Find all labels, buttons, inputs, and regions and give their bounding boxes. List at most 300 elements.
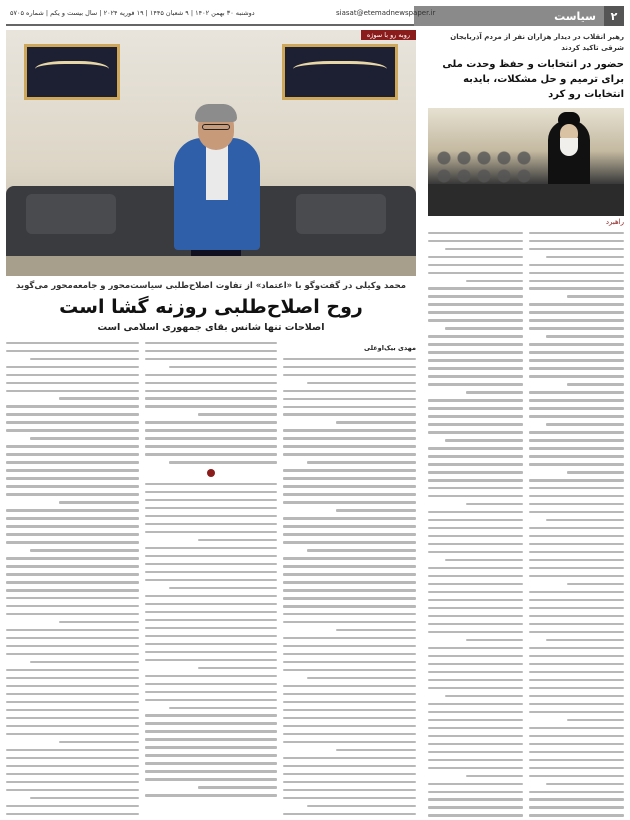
main-kicker: محمد وکیلی در گفت‌وگو با «اعتماد» از تفاوت اصلاح‌طلبی سیاست‌محور و جامعه‌محور می‌گوید: [16, 281, 406, 291]
text-line: [466, 639, 523, 641]
text-line: [529, 439, 624, 441]
text-line: [428, 343, 523, 345]
text-line: [145, 563, 278, 565]
text-line: [428, 711, 523, 713]
text-line: [6, 733, 139, 735]
text-line: [283, 525, 416, 527]
text-line: [529, 351, 624, 353]
text-line: [428, 663, 523, 665]
text-line: [428, 471, 523, 473]
text-line: [59, 397, 139, 399]
text-line: [283, 789, 416, 791]
sofa-cushion-shape: [26, 194, 116, 234]
text-line: [529, 751, 624, 753]
text-line: [6, 765, 139, 767]
text-line: [428, 798, 523, 800]
text-line: [428, 351, 523, 353]
text-line: [428, 423, 523, 425]
text-line: [283, 661, 416, 663]
text-line: [529, 775, 624, 777]
text-line: [283, 693, 416, 695]
text-line: [30, 661, 139, 663]
text-line: [6, 629, 139, 631]
text-line: [283, 725, 416, 727]
text-line: [283, 685, 416, 687]
text-line: [6, 382, 139, 384]
text-line: [145, 515, 278, 517]
text-line: [428, 703, 523, 705]
text-line: [145, 643, 278, 645]
text-line: [529, 240, 624, 242]
text-line: [428, 383, 523, 385]
right-story-columns: [428, 226, 624, 820]
text-line: [428, 623, 523, 625]
text-line: [529, 671, 624, 673]
text-line: [6, 374, 139, 376]
text-line: [428, 463, 523, 465]
text-line: [145, 547, 278, 549]
text-line: [428, 256, 523, 258]
text-line: [428, 735, 523, 737]
text-line: [529, 695, 624, 697]
beard-shape: [560, 138, 578, 156]
text-line: [6, 773, 139, 775]
text-line: [6, 781, 139, 783]
text-line: [283, 557, 416, 559]
text-line: [529, 711, 624, 713]
text-line: [529, 487, 624, 489]
main-subtitle: اصلاحات تنها شانس بقای جمهوری اسلامی است: [97, 322, 325, 333]
text-line: [529, 303, 624, 305]
text-line: [428, 687, 523, 689]
text-line: [428, 240, 523, 242]
text-line: [529, 511, 624, 513]
text-line: [145, 619, 278, 621]
text-line: [529, 814, 624, 816]
text-line: [529, 791, 624, 793]
text-line: [307, 549, 416, 551]
text-line: [145, 722, 278, 724]
text-line: [6, 533, 139, 535]
text-line: [529, 663, 624, 665]
text-line: [546, 639, 624, 641]
text-line: [428, 543, 523, 545]
text-line: [529, 455, 624, 457]
right-story-headline: حضور در انتخابات و حفظ وحدت ملی برای ترمیم و حل مشکلات، بایدبه انتخابات رو کرد: [442, 59, 624, 100]
text-line: [283, 645, 416, 647]
text-line: [6, 605, 139, 607]
text-line: [283, 773, 416, 775]
desk-shape: [428, 184, 624, 216]
main-col-1: [283, 336, 416, 820]
text-line: [428, 591, 523, 593]
text-line: [428, 743, 523, 745]
text-line: [529, 375, 624, 377]
text-line: [6, 717, 139, 719]
text-line: [428, 615, 523, 617]
text-line: [145, 778, 278, 780]
text-line: [145, 595, 278, 597]
right-story-kicker: راهبرد: [605, 218, 624, 226]
calligraphy-frame-right: [282, 44, 398, 100]
text-line: [428, 311, 523, 313]
text-line: [59, 621, 139, 623]
text-line: [529, 311, 624, 313]
text-line: [567, 295, 624, 297]
text-line: [145, 397, 278, 399]
text-line: [428, 399, 523, 401]
text-line: [6, 677, 139, 679]
text-line: [529, 527, 624, 529]
text-line: [428, 319, 523, 321]
text-line: [145, 754, 278, 756]
text-line: [428, 551, 523, 553]
text-line: [283, 485, 416, 487]
text-line: [466, 280, 523, 282]
text-line: [529, 407, 624, 409]
text-line: [30, 358, 139, 360]
text-line: [145, 659, 278, 661]
main-title: روح اصلاح‌طلبی روزنه گشا است: [59, 296, 363, 318]
text-line: [428, 295, 523, 297]
text-line: [567, 383, 624, 385]
text-line: [283, 493, 416, 495]
text-line: [428, 511, 523, 513]
sofa-cushion-shape: [296, 194, 386, 234]
text-line: [6, 461, 139, 463]
text-line: [145, 421, 278, 423]
text-line: [428, 567, 523, 569]
text-line: [529, 655, 624, 657]
text-line: [529, 798, 624, 800]
text-line: [6, 485, 139, 487]
right-column-story: [428, 30, 624, 820]
text-line: [145, 507, 278, 509]
text-line: [30, 437, 139, 439]
text-line: [529, 272, 624, 274]
text-line: [6, 509, 139, 511]
text-line: [428, 583, 523, 585]
text-line: [529, 367, 624, 369]
text-line: [529, 647, 624, 649]
text-line: [145, 611, 278, 613]
text-line: [428, 519, 523, 521]
text-line: [6, 653, 139, 655]
text-line: [307, 677, 416, 679]
page-number: ۲: [604, 6, 624, 26]
text-line: [445, 248, 523, 250]
text-line: [6, 421, 139, 423]
calligraphy-stroke: [293, 61, 387, 81]
text-line: [529, 415, 624, 417]
text-line: [283, 437, 416, 439]
text-line: [145, 651, 278, 653]
text-line: [6, 813, 139, 815]
text-line: [529, 399, 624, 401]
text-line: [466, 775, 523, 777]
text-line: [6, 749, 139, 751]
text-line: [428, 671, 523, 673]
text-line: [307, 461, 416, 463]
text-line: [529, 287, 624, 289]
text-line: [283, 613, 416, 615]
text-line: [428, 599, 523, 601]
text-line: [6, 517, 139, 519]
text-line: [145, 571, 278, 573]
text-line: [283, 366, 416, 368]
text-line: [336, 749, 416, 751]
text-line: [529, 559, 624, 561]
text-line: [529, 607, 624, 609]
text-line: [6, 669, 139, 671]
text-line: [283, 358, 416, 360]
text-line: [336, 421, 416, 423]
text-line: [145, 531, 278, 533]
text-line: [59, 501, 139, 503]
text-line: [6, 413, 139, 415]
text-line: [529, 280, 624, 282]
text-line: [529, 264, 624, 266]
text-line: [428, 359, 523, 361]
text-line: [428, 479, 523, 481]
text-line: [6, 701, 139, 703]
text-line: [529, 359, 624, 361]
text-line: [6, 805, 139, 807]
text-line: [283, 541, 416, 543]
text-line: [428, 751, 523, 753]
text-line: [6, 453, 139, 455]
right-story-overline: رهبر انقلاب در دیدار هزاران نفر از مردم آذربایجان شرقی تاکید کردند: [450, 33, 624, 52]
text-line: [6, 565, 139, 567]
text-line: [283, 669, 416, 671]
text-line: [428, 759, 523, 761]
header-rule: [6, 6, 436, 26]
text-line: [428, 447, 523, 449]
text-line: [529, 767, 624, 769]
text-line: [428, 367, 523, 369]
text-line: [428, 607, 523, 609]
text-line: [6, 685, 139, 687]
text-line: [283, 757, 416, 759]
text-line: [283, 781, 416, 783]
floor-shape: [6, 256, 416, 276]
right-story-col-b: [428, 226, 523, 820]
text-line: [283, 765, 416, 767]
text-line: [428, 719, 523, 721]
text-line: [283, 390, 416, 392]
text-line: [428, 655, 523, 657]
text-line: [145, 738, 278, 740]
dateline: دوشنبه ۳۰ بهمن ۱۴۰۲ | ۹ شعبان ۱۴۴۵ | ۱۹ فوریه ۲۰۲۴ | سال بیست و یکم | شماره ۵۷۰۵: [10, 9, 255, 17]
text-line: [6, 645, 139, 647]
text-line: [428, 232, 523, 234]
text-line: [428, 455, 523, 457]
text-line: [145, 714, 278, 716]
text-line: [546, 783, 624, 785]
text-line: [6, 525, 139, 527]
text-line: [283, 406, 416, 408]
text-line: [145, 746, 278, 748]
text-line: [145, 374, 278, 376]
text-line: [336, 509, 416, 511]
section-label: سیاست: [414, 6, 604, 26]
text-line: [529, 623, 624, 625]
text-line: [145, 627, 278, 629]
text-line: [529, 431, 624, 433]
text-line: [145, 675, 278, 677]
text-line: [567, 583, 624, 585]
text-line: [145, 691, 278, 693]
text-line: [145, 453, 278, 455]
page-header: [6, 6, 624, 26]
text-line: [428, 535, 523, 537]
text-line: [428, 407, 523, 409]
text-line: [198, 413, 278, 415]
text-line: [283, 374, 416, 376]
section-dot: [207, 469, 215, 477]
text-line: [6, 342, 139, 344]
text-line: [529, 463, 624, 465]
text-line: [428, 783, 523, 785]
text-line: [6, 477, 139, 479]
text-line: [283, 477, 416, 479]
text-line: [529, 615, 624, 617]
text-line: [529, 806, 624, 808]
text-line: [6, 541, 139, 543]
text-line: [145, 483, 278, 485]
text-line: [145, 762, 278, 764]
text-line: [6, 366, 139, 368]
text-line: [30, 797, 139, 799]
text-line: [6, 469, 139, 471]
text-line: [6, 573, 139, 575]
text-line: [283, 621, 416, 623]
text-line: [283, 501, 416, 503]
text-line: [445, 695, 523, 697]
text-line: [198, 667, 278, 669]
text-line: [169, 461, 278, 463]
text-line: [445, 327, 523, 329]
text-line: [307, 382, 416, 384]
text-line: [529, 703, 624, 705]
right-story-col-a: [529, 226, 624, 820]
text-line: [283, 605, 416, 607]
text-line: [336, 629, 416, 631]
man-shirt-shape: [206, 142, 228, 200]
text-line: [529, 535, 624, 537]
text-line: [6, 581, 139, 583]
website-address: siasat@etemadnewspaper.ir: [336, 9, 436, 17]
text-line: [529, 319, 624, 321]
text-line: [283, 469, 416, 471]
main-col-3: [6, 336, 139, 820]
main-col-2: [145, 336, 278, 820]
text-line: [6, 493, 139, 495]
man-glasses-shape: [202, 124, 230, 130]
text-line: [567, 719, 624, 721]
text-line: [283, 717, 416, 719]
text-line: [145, 579, 278, 581]
text-line: [428, 575, 523, 577]
text-line: [283, 398, 416, 400]
text-line: [6, 637, 139, 639]
text-line: [6, 429, 139, 431]
text-line: [6, 757, 139, 759]
story-tag: روبه رو با سوژه: [361, 30, 416, 40]
text-line: [567, 471, 624, 473]
text-line: [145, 499, 278, 501]
text-line: [6, 709, 139, 711]
text-line: [6, 725, 139, 727]
text-line: [529, 743, 624, 745]
leader-meeting-photo: [428, 108, 624, 216]
text-line: [428, 767, 523, 769]
text-line: [283, 413, 416, 415]
main-story-columns: [6, 336, 416, 820]
text-line: [145, 429, 278, 431]
text-line: [283, 797, 416, 799]
text-line: [6, 557, 139, 559]
text-line: [529, 551, 624, 553]
text-line: [283, 565, 416, 567]
text-line: [546, 519, 624, 521]
text-line: [145, 555, 278, 557]
text-line: [445, 559, 523, 561]
text-line: [145, 390, 278, 392]
text-line: [428, 264, 523, 266]
text-line: [428, 287, 523, 289]
text-line: [428, 679, 523, 681]
text-line: [546, 256, 624, 258]
text-line: [145, 794, 278, 796]
text-line: [283, 573, 416, 575]
text-line: [529, 599, 624, 601]
text-line: [428, 495, 523, 497]
text-line: [145, 699, 278, 701]
text-line: [546, 335, 624, 337]
text-line: [169, 707, 278, 709]
text-line: [198, 786, 278, 788]
text-line: [145, 683, 278, 685]
text-line: [145, 405, 278, 407]
text-line: [529, 679, 624, 681]
text-line: [145, 770, 278, 772]
text-line: [145, 491, 278, 493]
text-line: [169, 587, 278, 589]
text-line: [169, 366, 278, 368]
text-line: [307, 805, 416, 807]
text-line: [283, 709, 416, 711]
text-line: [428, 527, 523, 529]
text-line: [6, 789, 139, 791]
text-line: [529, 575, 624, 577]
text-line: [6, 597, 139, 599]
text-line: [529, 727, 624, 729]
text-line: [145, 523, 278, 525]
text-line: [428, 806, 523, 808]
text-line: [145, 350, 278, 352]
text-line: [529, 343, 624, 345]
text-line: [283, 597, 416, 599]
text-line: [6, 589, 139, 591]
text-line: [145, 603, 278, 605]
main-story: [6, 30, 416, 820]
text-line: [145, 730, 278, 732]
calligraphy-frame-left: [24, 44, 120, 100]
text-line: [283, 813, 416, 815]
text-line: [466, 503, 523, 505]
text-line: [445, 439, 523, 441]
